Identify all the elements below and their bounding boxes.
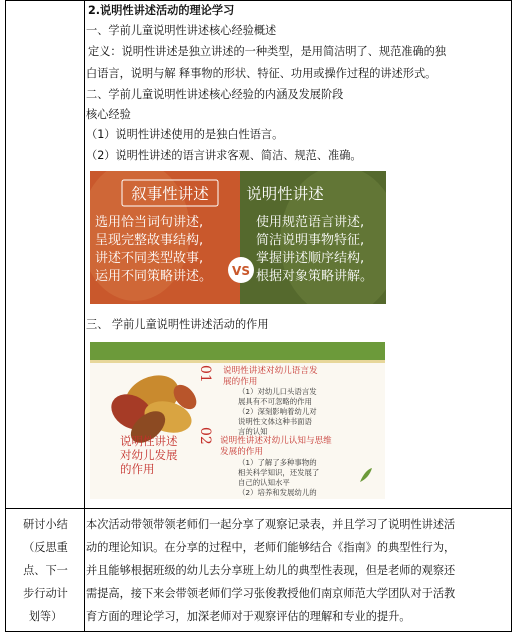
- left-line-4: 运用不同策略讲述。: [95, 269, 213, 284]
- number-01: 01: [197, 365, 213, 383]
- summary-line-1: 本次活动带领带领老师们一起分享了观察记录表，并且学习了说明性讲述活: [86, 518, 456, 531]
- table-border-right: [511, 0, 512, 632]
- subheading-core-experience: 核心经验: [86, 108, 131, 121]
- left-line-2: 呈现完整故事结构,: [95, 233, 204, 248]
- heading1-line-2: 展的作用: [223, 377, 258, 387]
- role-graphic: [90, 342, 385, 499]
- summary-line-3: 并且能够根据班级的幼儿去分享班上幼儿的典型性表现，但是老师的观察还: [86, 564, 456, 577]
- definition-line-2: 白语言，说明与解 释事物的形状、特征、功用或操作过程的讲述形式。: [86, 67, 437, 80]
- caption-line-2: 对幼儿发展: [120, 448, 178, 462]
- left-line-1: 选用恰当词句讲述,: [95, 215, 204, 230]
- item1-2-line-1: （2）深刻影响着幼儿对: [238, 407, 317, 416]
- item2-2-line-1: （2）培养和发展幼儿的: [238, 488, 317, 497]
- item1-1-line-2: 展具有不可忽略的作用: [238, 397, 312, 406]
- right-line-3: 掌握讲述顺序结构,: [256, 251, 365, 266]
- comparison-image: [90, 171, 386, 304]
- left-line-3: 讲述不同类型故事,: [95, 251, 204, 266]
- left-title: 叙事性讲述: [131, 185, 209, 203]
- summary-line-2: 动的理论知识。在分享的过程中，老师们能够结合《指南》的典型性行为，: [86, 541, 456, 554]
- summary-label-line-3: 点、下一: [23, 564, 68, 577]
- heading-connotation: 二、学前儿童说明性讲述核心经验的内涵及发展阶段: [86, 88, 344, 101]
- top-banner: [90, 342, 385, 360]
- point-2: （2）说明性讲述的语言讲求客观、简洁、规范、准确。: [86, 149, 362, 162]
- right-line-1: 使用规范语言讲述,: [256, 215, 365, 230]
- role-image: [90, 342, 385, 499]
- definition-line-1: 定义：说明性讲述是独立讲述的一种类型，是用简洁明了、规范准确的独: [88, 45, 447, 58]
- right-line-4: 根据对象策略讲解。: [256, 269, 374, 284]
- table-row-divider: [5, 508, 512, 509]
- comparison-graphic: [90, 171, 386, 304]
- summary-line-4: 需提高，接下来会带领老师们学习张俊教授他们南京师范大学团队对于活教: [86, 587, 456, 600]
- item2-1-line-1: （1）了解了多种事物的: [238, 458, 317, 467]
- banner-underline: [90, 360, 385, 363]
- summary-label-line-5: 划等）: [28, 610, 63, 623]
- vs-label: VS: [232, 264, 250, 278]
- heading-role: 三、 学前儿童说明性讲述活动的作用: [86, 318, 269, 331]
- summary-label-line-1: 研讨小结: [23, 518, 68, 531]
- item1-2-line-3: 言的认知: [238, 427, 268, 436]
- right-title: 说明性讲述: [246, 185, 324, 203]
- table-border-top: [5, 0, 512, 1]
- summary-label-line-4: 步行动计: [23, 587, 68, 600]
- right-line-2: 简洁说明事物特征,: [256, 233, 365, 248]
- caption-line-1: 说明性讲述: [120, 434, 178, 448]
- number-02: 02: [197, 427, 213, 445]
- summary-line-5: 育方面的理论学习，加深老师对于观察评估的理解和专业的提升。: [86, 610, 411, 623]
- item1-1-line-1: （1）对幼儿口头语言发: [238, 387, 317, 396]
- heading2-line-2: 发展的作用: [220, 447, 263, 457]
- item1-2-line-2: 说明性文体这种书面语: [238, 417, 312, 426]
- heading-overview: 一、学前儿童说明性讲述核心经验概述: [86, 24, 277, 37]
- heading2-line-1: 说明性讲述对幼儿认知与思维: [220, 436, 332, 446]
- item2-1-line-3: 自己的认知水平: [238, 478, 290, 487]
- point-1: （1）说明性讲述使用的是独白性语言。: [86, 128, 284, 141]
- item2-1-line-2: 相关科学知识，还发展了: [238, 468, 320, 477]
- summary-label-line-2: （反思重: [23, 541, 68, 554]
- caption-line-3: 的作用: [120, 462, 155, 476]
- heading1-line-1: 说明性讲述对幼儿语言发: [223, 366, 318, 376]
- section-title: 2.说明性讲述活动的理论学习: [88, 4, 235, 17]
- table-border-bottom: [5, 631, 512, 632]
